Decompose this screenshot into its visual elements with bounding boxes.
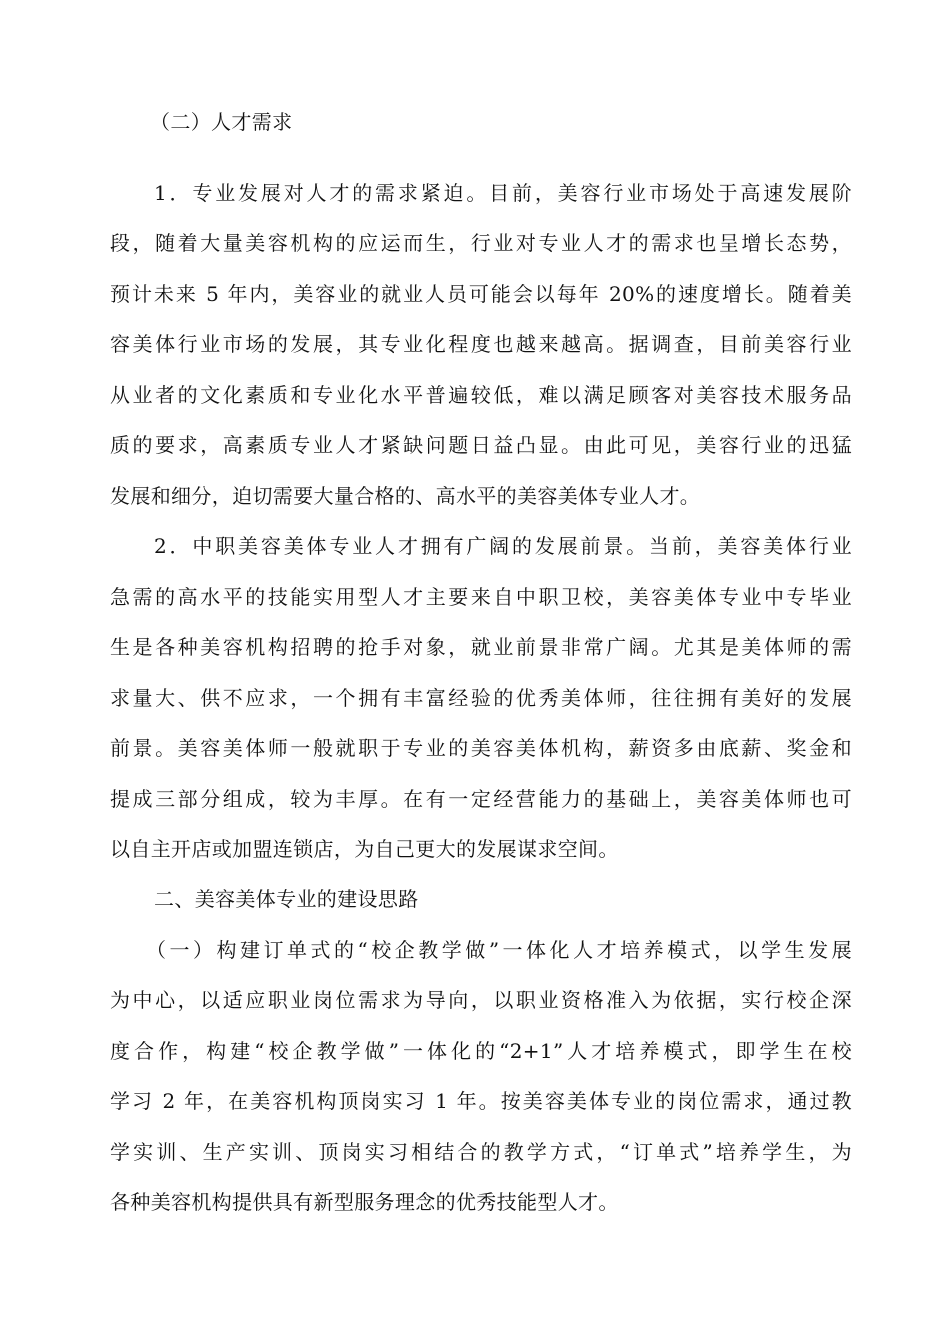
paragraph-line: 以自主开店或加盟连锁店，为自己更大的发展谋求空间。 xyxy=(110,837,619,861)
paragraph-line: 容美体行业市场的发展，其专业化程度也越来越高。据调查，目前美容行业 xyxy=(110,332,852,356)
paragraph-line: 质的要求，高素质专业人才紧缺问题日益凸显。由此可见，美容行业的迅猛 xyxy=(110,433,852,457)
heading-talent-demand: （二）人才需求 xyxy=(150,110,293,134)
paragraph-line: 急需的高水平的技能实用型人才主要来自中职卫校，美容美体专业中专毕业 xyxy=(110,585,852,609)
paragraph-line: 各种美容机构提供具有新型服务理念的优秀技能型人才。 xyxy=(110,1190,619,1214)
paragraph-line: 学实训、生产实训、顶岗实习相结合的教学方式，“订单式”培养学生，为 xyxy=(110,1140,852,1164)
paragraph-line: 度合作，构建“校企教学做”一体化的“2+1”人才培养模式，即学生在校 xyxy=(110,1039,852,1063)
paragraph-line: （一）构建订单式的“校企教学做”一体化人才培养模式，以学生发展 xyxy=(146,938,852,962)
paragraph-line: 发展和细分，迫切需要大量合格的、高水平的美容美体专业人才。 xyxy=(110,484,701,508)
paragraph-line: 求量大、供不应求，一个拥有丰富经验的优秀美体师，往往拥有美好的发展 xyxy=(110,686,852,710)
paragraph-line: 从业者的文化素质和专业化水平普遍较低，难以满足顾客对美容技术服务品 xyxy=(110,383,852,407)
paragraph-line: 学习 2 年，在美容机构顶岗实习 1 年。按美容美体专业的岗位需求，通过教 xyxy=(110,1089,852,1113)
paragraph-line: 生是各种美容机构招聘的抢手对象，就业前景非常广阔。尤其是美体师的需 xyxy=(110,635,852,659)
paragraph-line: 为中心，以适应职业岗位需求为导向，以职业资格准入为依据，实行校企深 xyxy=(110,988,852,1012)
paragraph-line: 1．专业发展对人才的需求紧迫。目前，美容行业市场处于高速发展阶 xyxy=(154,181,852,205)
paragraph-line: 预计未来 5 年内，美容业的就业人员可能会以每年 20%的速度增长。随着美 xyxy=(110,282,852,306)
paragraph-line: 提成三部分组成，较为丰厚。在有一定经营能力的基础上，美容美体师也可 xyxy=(110,787,852,811)
paragraph-line: 前景。美容美体师一般就职于专业的美容美体机构，薪资多由底薪、奖金和 xyxy=(110,736,852,760)
paragraph-line: 2．中职美容美体专业人才拥有广阔的发展前景。当前，美容美体行业 xyxy=(154,534,852,558)
heading-section-2: 二、美容美体专业的建设思路 xyxy=(154,887,419,911)
paragraph-line: 段，随着大量美容机构的应运而生，行业对专业人才的需求也呈增长态势， xyxy=(110,231,852,255)
